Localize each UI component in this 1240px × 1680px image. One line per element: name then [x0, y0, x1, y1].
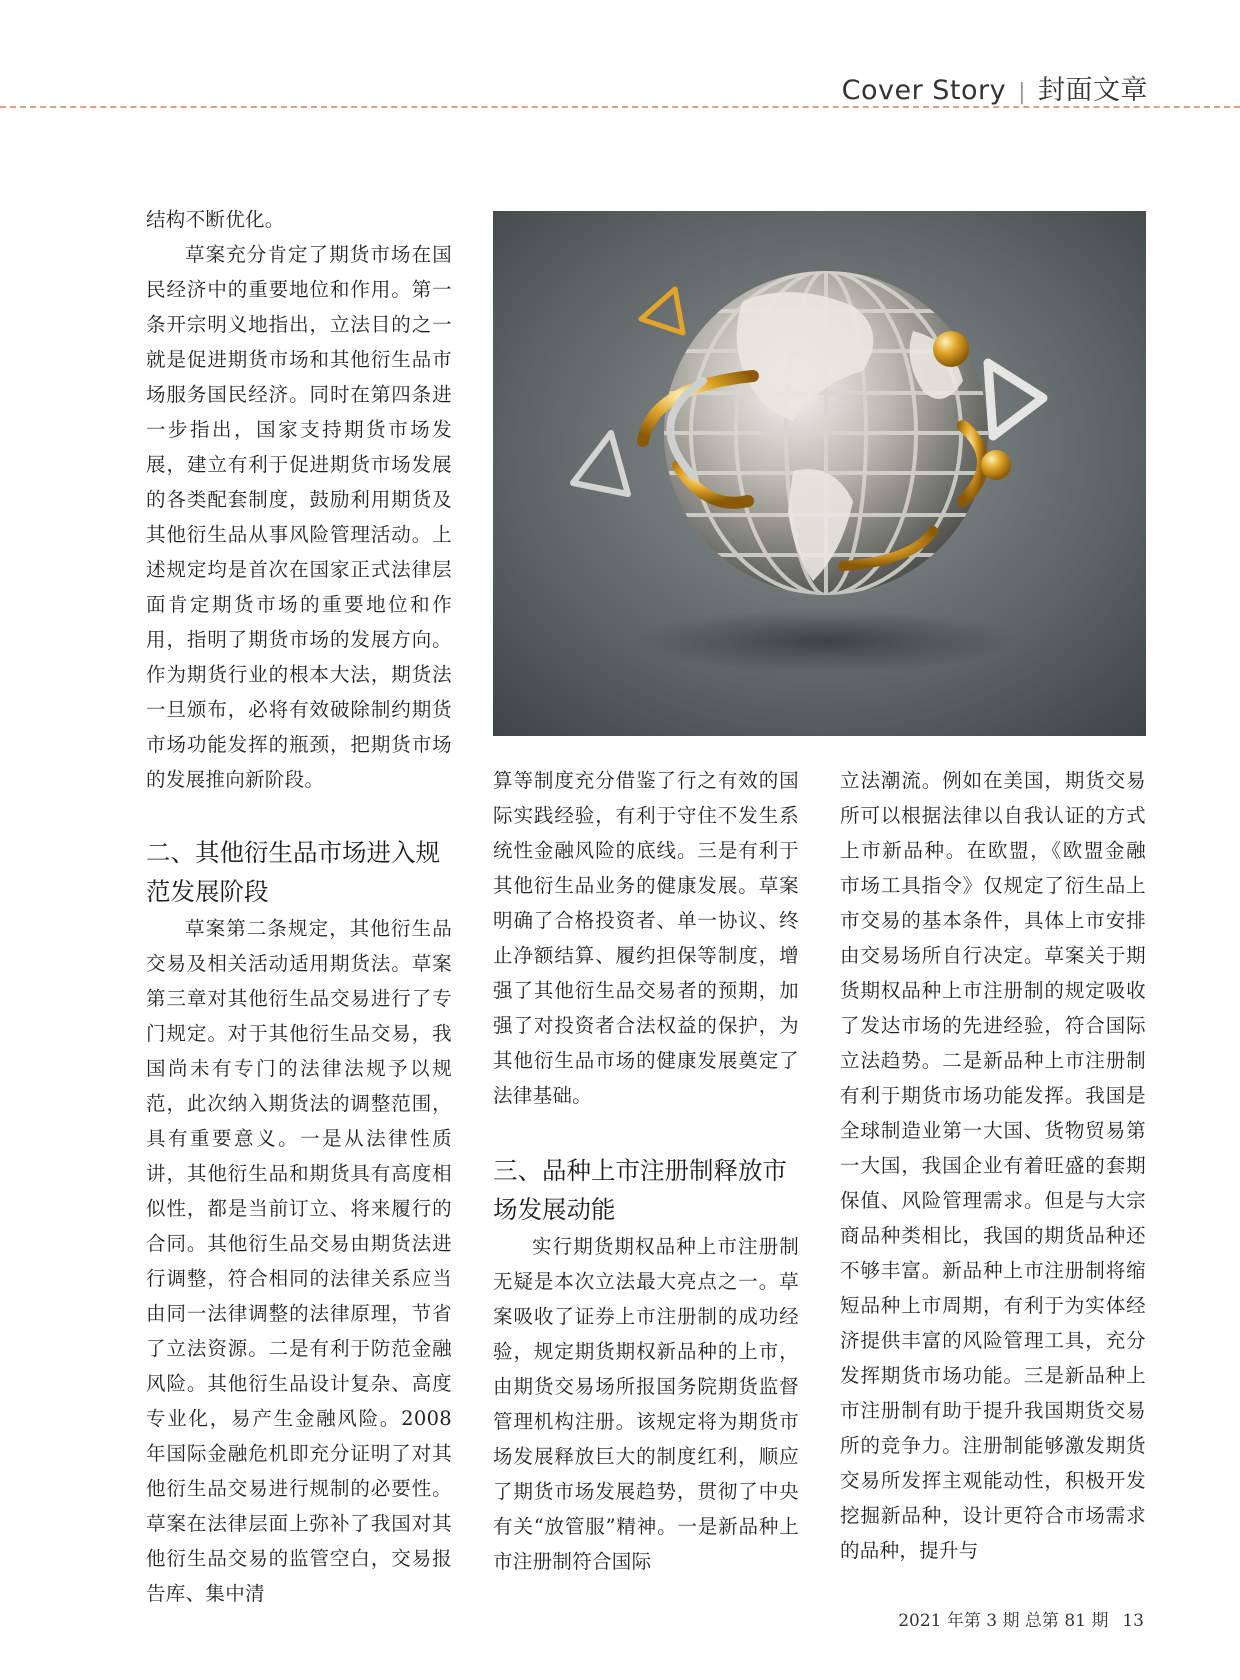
paragraph: 草案充分肯定了期货市场在国民经济中的重要地位和作用。第一条开宗明义地指出，立法目的之一就是促进期货市场和其他衍生品市场服务国民经济。同时在第四条进一步指出，国家支持期货市场发展，建立有利于促进期货市场发展的各类配套制度，鼓励利用期货及其他衍生品从事风险管理活动。上述规定均是首次在国家正式法律层面肯定期货市场的重要地位和作用，指明了期货市场的发展方向。作为期货行业的根本大法，期货法一旦颁布，必将有效破除制约期货市场功能发挥的瓶颈，把期货市场的发展推向新阶段。 — [146, 243, 452, 791]
paragraph: 算等制度充分借鉴了行之有效的国际实践经验，有利于守住不发生系统性金融风险的底线。三是有利于其他衍生品业务的健康发展。草案明确了合格投资者、单一协议、终止净额结算、履约担保等制度，增强了其他衍生品交易者的预期，加强了对投资者合法权益的保护，为其他衍生品市场的健康发展奠定了法律基础。 — [493, 769, 799, 1107]
running-header — [842, 68, 1148, 108]
section-heading-3: 三、品种上市注册制释放市场发展动能 — [493, 1156, 787, 1224]
section-title-en: Cover Story — [841, 75, 1007, 106]
globe-illustration — [493, 211, 1146, 736]
page-footer — [898, 1606, 1144, 1631]
paragraph: 实行期货期权品种上市注册制无疑是本次立法最大亮点之一。草案吸收了证券上市注册制的成功经验，规定期货期权新品种的上市，由期货交易场所报国务院期货监督管理机构注册。该规定将为期货市场发展释放巨大的制度红利，顺应了期货市场发展趋势，贯彻了中央有关“放管服”精神。一是新品种上市注册制符合国际 — [493, 1235, 799, 1573]
issue-info: 2021 年第 3 期 总第 81 期 — [898, 1611, 1109, 1631]
paragraph: 结构不断优化。 — [146, 208, 285, 231]
column-middle — [493, 763, 799, 1579]
header-separator: | — [1018, 80, 1026, 105]
paragraph: 立法潮流。例如在美国，期货交易所可以根据法律以自我认证的方式上市新品种。在欧盟，《欧盟金融市场工具指令》仅规定了衍生品上市交易的基本条件，具体上市安排由交易场所自行决定。草案关于期货期权品种上市注册制的规定吸收了发达市场的先进经验，符合国际立法趋势。二是新品种上市注册制有利于期货市场功能发挥。我国是全球制造业第一大国、货物贸易第一大国，我国企业有着旺盛的套期保值、风险管理需求。但是与大宗商品种类相比，我国的期货品种还不够丰富。新品种上市注册制将缩短品种上市周期，有利于为实体经济提供丰富的风险管理工具，充分发挥期货市场功能。三是新品种上市注册制有助于提升我国期货交易所的竞争力。注册制能够激发期货交易所发挥主观能动性，积极开发挖掘新品种，设计更符合市场需求的品种，提升与 — [840, 769, 1146, 1562]
paragraph: 草案第二条规定，其他衍生品交易及相关活动适用期货法。草案第三章对其他衍生品交易进行了专门规定。对于其他衍生品交易，我国尚未有专门的法律法规予以规范，此次纳入期货法的调整范围，具有重要意义。一是从法律性质讲，其他衍生品和期货具有高度相似性，都是当前订立、将来履行的合同。其他衍生品交易由期货法进行调整，符合相同的法律关系应当由同一法律调整的法律原理，节省了立法资源。二是有利于防范金融风险。其他衍生品设计复杂、高度专业化，易产生金融风险。2008 年国际金融危机即充分证明了对其他衍生品交易进行规制的必要性。草案在法律层面上弥补了我国对其他衍生品交易的监管空白，交易报告库、集中清 — [146, 917, 452, 1605]
header-divider — [0, 106, 1240, 108]
spacer — [146, 797, 452, 833]
section-heading-2: 二、其他衍生品市场进入规范发展阶段 — [146, 838, 440, 906]
column-right — [840, 763, 1146, 1568]
spacer — [493, 1113, 799, 1151]
column-left — [146, 202, 452, 1611]
section-title-cn: 封面文章 — [1038, 75, 1148, 106]
page-number: 13 — [1122, 1611, 1144, 1631]
globe-icon — [493, 211, 1146, 736]
